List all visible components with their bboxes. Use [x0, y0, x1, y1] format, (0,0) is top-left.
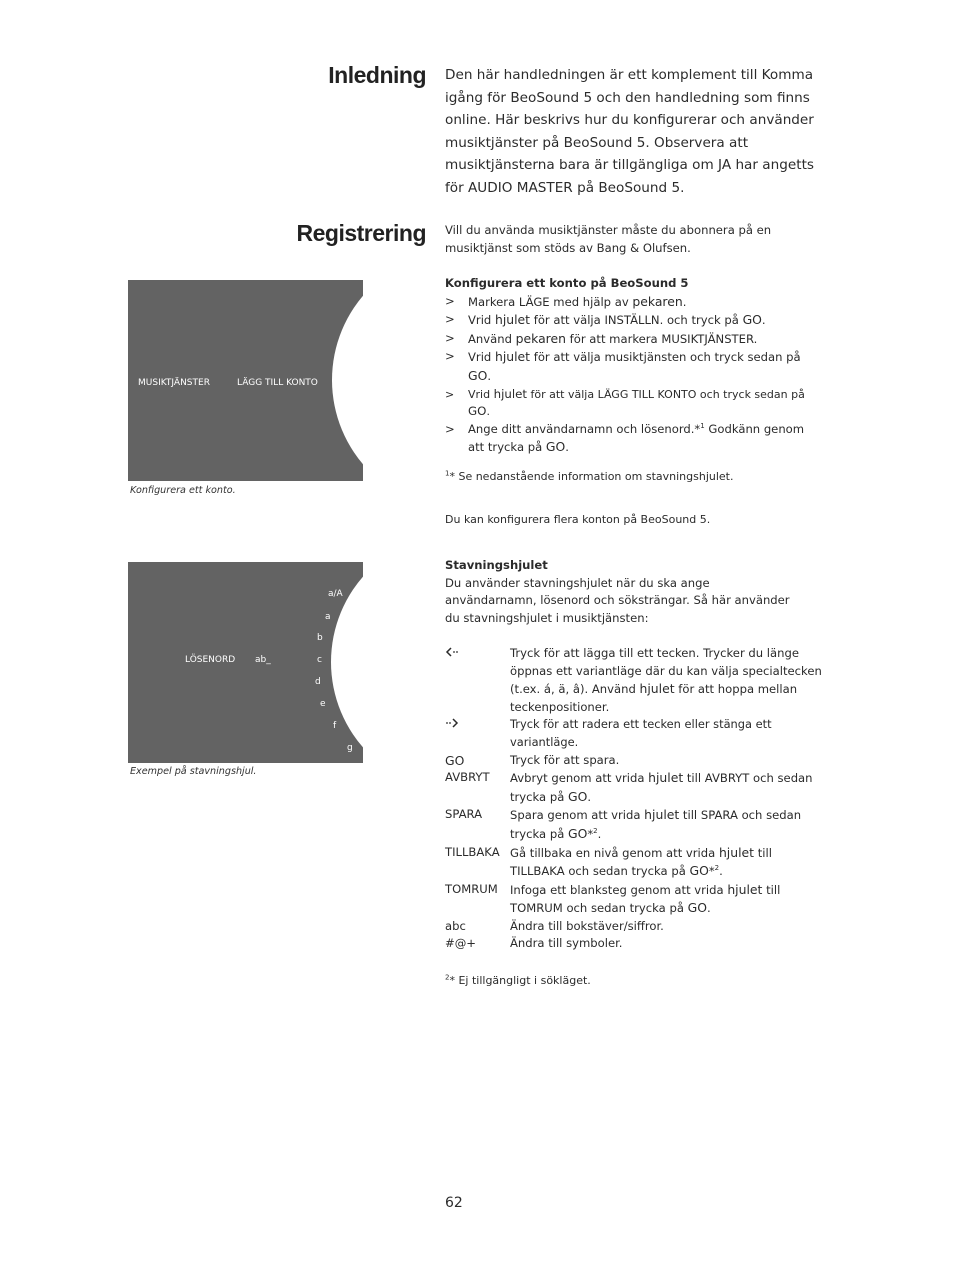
spelling-title: Stavningshjulet: [445, 558, 548, 572]
step-marker: >: [445, 421, 455, 436]
step-1: > Markera LÄGE med hjälp av pekaren.: [445, 293, 687, 309]
step-marker: >: [445, 387, 455, 401]
step-marker: >: [445, 293, 455, 308]
spelling-intro: Du använder stavningshjulet när du ska ange användarnamn, lösenord och söksträngar. Så här använder du stavningshjulet i musiktjänsten:: [445, 575, 790, 625]
registration-paragraph: Vill du använda musiktjänster måste du abonnera på en musiktjänst som stöds av Bang & Olufsen.: [445, 223, 772, 255]
step-2: > Vrid hjulet för att välja INSTÄLLN. och tryck på GO.: [445, 312, 766, 328]
key-row-tomrum: TOMRUM Infoga ett blanksteg genom att vrida hjulet till TOMRUM och sedan trycka på GO.: [445, 881, 781, 916]
step-3: > Använd pekaren för att markera MUSIKTJÄNSTER.: [445, 330, 758, 346]
key-row-symbols: #@+ Ändra till symboler.: [445, 936, 623, 951]
screen-label-musiktjanster: MUSIKTJÄNSTER: [138, 378, 210, 388]
screen-spelling-wheel: [128, 562, 363, 763]
screen-configure-account: [128, 280, 363, 481]
key-row-delete-char: Tryck för att radera ett tecken eller stänga ett variantläge.: [445, 716, 823, 751]
step-marker: >: [445, 312, 455, 327]
footnote-2: $^2$* Ej tillgängligt i sökläget.: [445, 973, 591, 988]
intro-paragraph: Den här handledningen är ett komplement till Komma igång för BeoSound 5 och den handledning som finns online. Här beskrivs hur du konfigurerar och använder musiktjänster på BeoSound 5. Observera att musiktjänsterna bara är tillgängliga om JA har angetts för AUDIO MASTER på BeoSound 5.: [445, 67, 814, 196]
wheel-char: a/A: [328, 589, 343, 599]
wheel-char: c: [317, 655, 322, 665]
wheel-char: f: [333, 721, 337, 731]
key-row-abc: abc Ändra till bokstäver/siffror.: [445, 918, 664, 933]
spelling-section: [445, 557, 823, 990]
heading-inledning: Inledning: [328, 62, 426, 88]
step-marker: >: [445, 349, 455, 364]
screen-label-losenord: LÖSENORD: [185, 655, 236, 665]
left-arrow-icon: [445, 646, 459, 658]
key-row-spara: SPARA Spara genom att vrida hjulet till SPARA och sedan trycka på GO*$^2$.: [445, 807, 802, 841]
configure-steps: [445, 293, 823, 457]
caption-spelling-wheel: Exempel på stavningshjul.: [130, 766, 257, 777]
wheel-char: g: [347, 743, 353, 753]
key-row-add-char: Tryck för att lägga till ett tecken. Trycker du länge öppnas ett variantläge där du kan välja specialtecken (t.ex. á, ä, â). Använd hjulet för att hoppa mellan teckenpositioner.: [445, 645, 823, 716]
wheel-char: a: [325, 612, 331, 622]
wheel-cutout: [332, 280, 363, 481]
multi-accounts-note: Du kan konfigurera flera konton på BeoSound 5.: [445, 512, 711, 526]
key-row-avbryt: AVBRYT Avbryt genom att vrida hjulet till AVBRYT och sedan trycka på GO.: [445, 770, 813, 804]
password-entry: ab_: [255, 655, 271, 665]
step-5: > Vrid hjulet för att välja LÄGG TILL KONTO och tryck sedan på GO.: [445, 386, 805, 419]
configure-title: Konfigurera ett konto på BeoSound 5: [445, 276, 689, 290]
heading-registrering: Registrering: [296, 220, 426, 246]
step-marker: >: [445, 330, 455, 345]
step-4: > Vrid hjulet för att välja musiktjänsten och tryck sedan på GO.: [445, 349, 801, 383]
key-row-tillbaka: TILLBAKA Gå tillbaka en nivå genom att vrida hjulet till TILLBAKA och sedan trycka på GO*$^2$.: [445, 844, 772, 879]
footnote-1: $^1$* Se nedanstående information om stavningshjulet.: [445, 469, 734, 483]
page-number: 62: [445, 1195, 463, 1211]
wheel-char: b: [317, 633, 323, 643]
configure-section: [445, 275, 823, 528]
screen-label-lagg-till-konto: LÄGG TILL KONTO: [237, 378, 318, 388]
caption-configure-account: Konfigurera ett konto.: [130, 485, 236, 496]
right-arrow-icon: [445, 717, 459, 729]
step-6: > Ange ditt användarnamn och lösenord.*$^1$ Godkänn genom att trycka på GO.: [445, 421, 805, 455]
key-row-go: GO Tryck för att spara.: [445, 752, 620, 768]
wheel-char: e: [320, 699, 326, 709]
wheel-char: d: [315, 677, 321, 687]
